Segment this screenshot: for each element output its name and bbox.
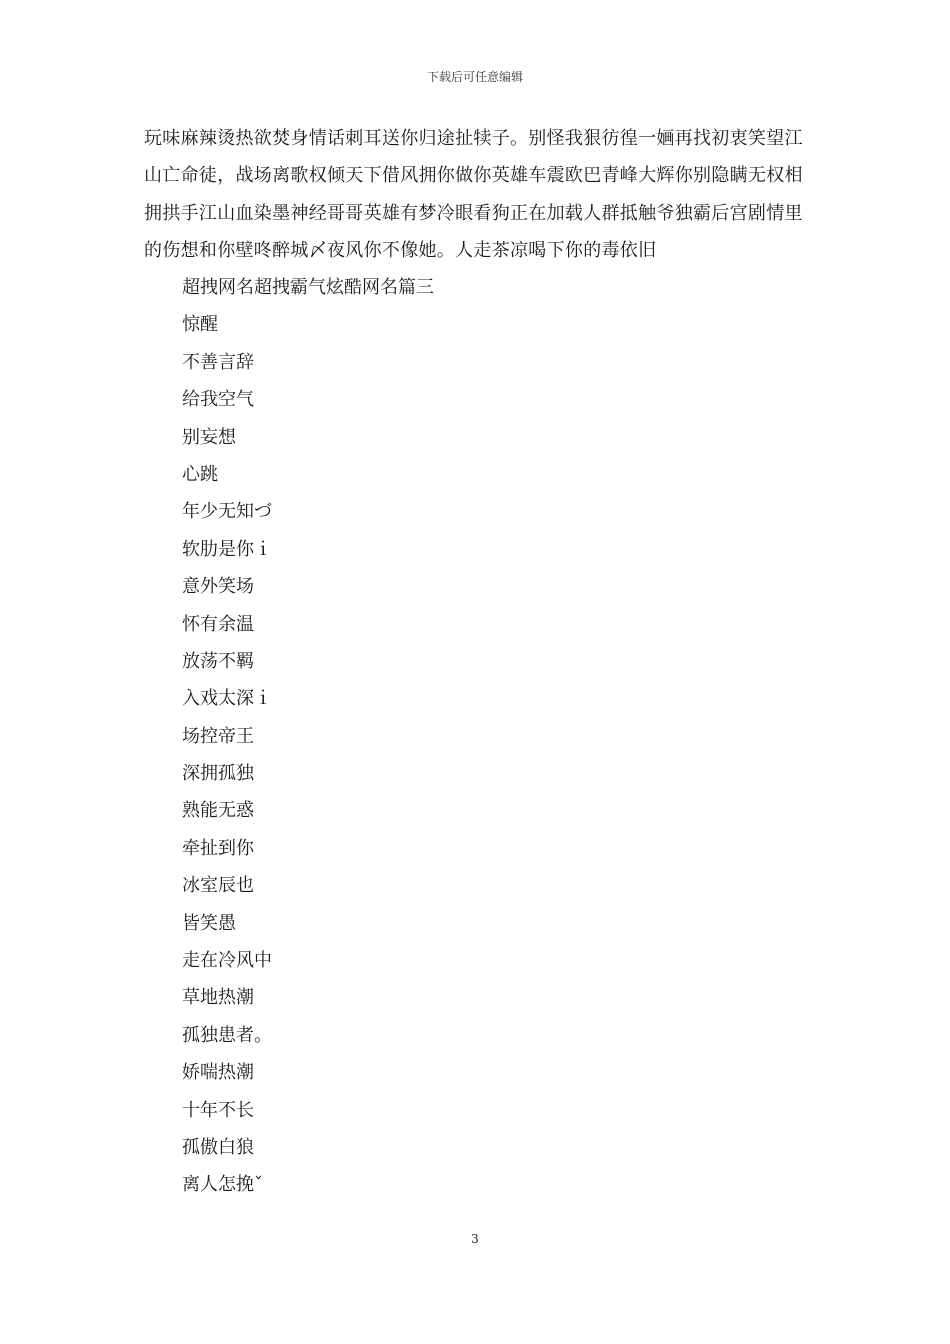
list-item: 意外笑场	[182, 576, 254, 598]
list-item: 孤傲白狼	[182, 1136, 254, 1158]
page-number: 3	[471, 1232, 479, 1246]
section-heading: 超拽网名超拽霸气炫酷网名篇三	[182, 277, 434, 298]
list-item: 深拥孤独	[182, 763, 254, 785]
body-paragraph: 玩味麻辣烫热欲焚身情话刺耳送你归途扯犊子。别怪我狠彷徨一婳再找初衷笑望江山亡命徒，战场离歌权倾天下借风拥你做你英雄车震欧巴青峰大辉你别隐瞒无权相拥拱手江山血染墨神经哥哥英雄有梦冷眼看狗正在加载人群抵触爷独霸后宫剧情里的伤想和你壁咚醉城〆夜风你不像她。人走茶凉喝下你的毒依旧	[144, 128, 803, 262]
list-item: 软肋是你ｉ	[182, 538, 272, 560]
list-item: 娇喘热潮	[182, 1062, 254, 1084]
list-item: 草地热潮	[182, 987, 254, 1009]
list-item: 别妄想	[182, 426, 236, 448]
list-item: 皆笑愚	[182, 912, 236, 934]
list-item: 放荡不羁	[182, 650, 254, 672]
page-header: 下载后可任意编辑	[426, 70, 523, 84]
list-item: 冰室辰也	[182, 875, 254, 897]
name-list	[182, 269, 434, 1204]
list-item: 熟能无惑	[182, 800, 254, 822]
list-item: 孤独患者。	[182, 1024, 272, 1046]
list-item: 惊醒	[182, 314, 218, 336]
list-item: 十年不长	[182, 1099, 254, 1121]
list-item: 入戏太深ｉ	[182, 688, 272, 710]
list-item: 场控帝王	[182, 725, 254, 747]
list-item: 年少无知づ	[182, 501, 272, 523]
list-item: 不善言辞	[182, 351, 254, 373]
list-item: 离人怎挽ˇ	[182, 1174, 263, 1196]
list-item: 走在冷风中	[182, 950, 272, 972]
list-item: 心跳	[182, 463, 218, 485]
list-item: 怀有余温	[182, 613, 254, 635]
list-item: 给我空气	[182, 389, 254, 411]
list-item: 牵扯到你	[182, 837, 254, 859]
